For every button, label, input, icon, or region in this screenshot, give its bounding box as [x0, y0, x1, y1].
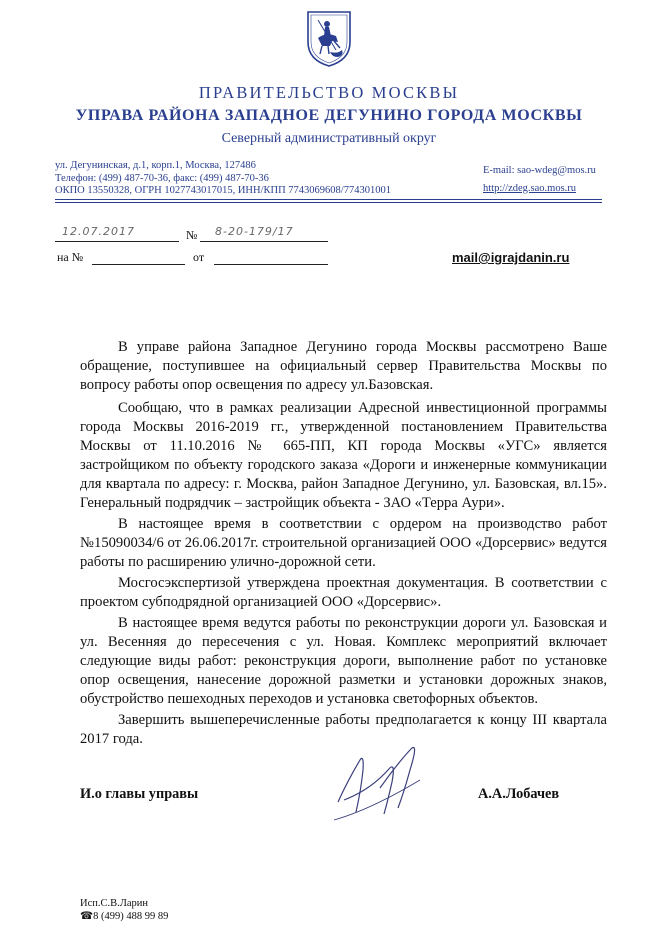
organization-title: УПРАВА РАЙОНА ЗАПАДНОЕ ДЕГУНИНО ГОРОДА МОСКВЫ: [75, 107, 583, 124]
executor-phone-row: [80, 910, 168, 923]
moscow-coat-of-arms-emblem: [298, 8, 360, 70]
letter-body: [80, 338, 607, 751]
address-line: ул. Дегунинская, д.1, корп.1, Москва, 127486: [55, 160, 256, 171]
body-paragraph: В настоящее время ведутся работы по реконструкции дороги ул. Базовская и ул. Весенняя до пересечения с ул. Новая. Комплекс мероприятий включает следующие виды работ: реконструкция дороги, выполнение работ по установке опор освещения, нанесение дорожной разметки и установки дорожных знаков, обустройство пешеходных переходов и установка светофорных объектов.: [80, 615, 607, 707]
body-paragraph: В настоящее время в соответствии с ордером на производство работ №15090034/6 от 26.06.2017г. строительной организацией ООО «Дорсервис» ведутся работы по расширению улично-дорожной сети.: [80, 516, 607, 570]
contacts-block: [483, 165, 596, 195]
district-subtitle: Северный административный округ: [221, 131, 437, 146]
reference-line: [92, 249, 185, 265]
government-title: ПРАВИТЕЛЬСТВО МОСКВЫ: [198, 83, 460, 102]
signer-name: А.А.Лобачев: [478, 786, 560, 802]
header-divider: [55, 199, 602, 200]
header-divider-thin: [55, 202, 602, 203]
registry-line: ОКПО 13550328, ОГРН 1027743017015, ИНН/КПП 7743069608/774301001: [55, 185, 391, 196]
phone-icon: ☎: [80, 911, 94, 922]
phone-line: Телефон: (499) 487-70-36, факс: (499) 487-70-36: [55, 172, 269, 184]
body-paragraph: Сообщаю, что в рамках реализации Адресной инвестиционной программы города Москвы 2016-2019 гг., утвержденной постановлением Правительства Москвы от 11.10.2016 № 665-ПП, КП города Москвы «УГС» является застройщиком по объекту городского заказа «Дороги и инженерные коммуникации для квартала по адресу: г. Москва, район Западное Дегунино, ул. Базовская, вл.15». Генеральный подрядчик – застройщик объекта - ЗАО «Терра Аури».: [80, 400, 607, 511]
executor-phone: 8 (499) 488 99 89: [93, 911, 169, 922]
signer-position: И.о главы управы: [80, 786, 199, 802]
from-date-line: [214, 249, 328, 265]
number-label: №: [186, 228, 198, 242]
executor-block: [80, 897, 168, 923]
website-link[interactable]: http://zdeg.sao.mos.ru: [483, 182, 577, 194]
body-paragraph: В управе района Западное Дегунино города Москвы рассмотрено Ваше обращение, поступившее на официальный сервер Правительства Москвы по вопросу работы опор освещения по адресу ул.Базовская.: [80, 339, 607, 393]
registration-date: 12.07.2017: [62, 225, 135, 238]
handwritten-signature: [330, 740, 440, 830]
address-block: [55, 160, 391, 198]
executor-name: Исп.С.В.Ларин: [80, 898, 149, 909]
body-paragraph: Мосгосэкспертизой утверждена проектная документация. В соответствии с проектом субподрядной организацией ООО «Дорсервис».: [80, 575, 607, 610]
registration-number: 8-20-179/17: [215, 225, 294, 238]
from-label: от: [193, 250, 205, 264]
recipient-email[interactable]: mail@igrajdanin.ru: [452, 250, 570, 265]
body-paragraph: Завершить вышеперечисленные работы предполагается к концу III квартала 2017 года.: [80, 712, 607, 747]
reference-label: на №: [57, 250, 84, 264]
email-text[interactable]: E-mail: sao-wdeg@mos.ru: [483, 165, 596, 176]
